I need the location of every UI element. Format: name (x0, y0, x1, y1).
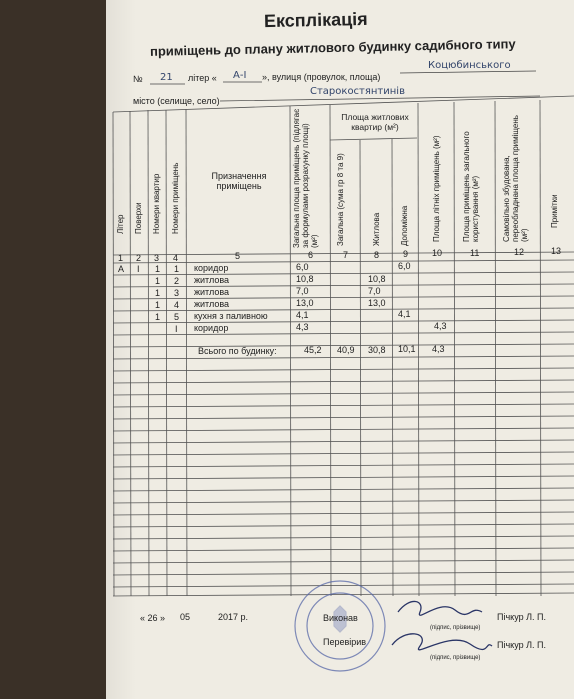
date-year: 2017 р. (218, 612, 249, 622)
col-number: 6 (308, 250, 314, 260)
liter-value: А-І (233, 70, 247, 81)
header-unauthorized: Самовільно збудована, переобладнана площа приміщень (м²) (502, 115, 529, 242)
col-number: 2 (136, 253, 142, 263)
cell-apartment: 1 (155, 276, 161, 286)
cell-living: 13,0 (368, 298, 386, 308)
cell-purpose: коридор (194, 263, 229, 273)
number-label: № (133, 74, 143, 84)
col-number: 7 (343, 250, 349, 260)
header-apartments: Номери квартир (152, 173, 161, 234)
cell-room: 4 (174, 300, 180, 310)
checked-label: Перевірив (323, 637, 367, 647)
totals-total-area: 45,2 (304, 345, 322, 355)
header-rooms: Номери приміщень (171, 162, 180, 234)
cell-auxiliary: 4,1 (398, 309, 411, 319)
cell-total-area: 7,0 (296, 286, 309, 296)
col-number: 11 (470, 248, 480, 258)
totals-auxiliary: 10,1 (398, 344, 416, 354)
header-liter: Літер (116, 214, 125, 234)
col-number: 12 (514, 247, 525, 257)
cell-apartment: 1 (155, 300, 161, 310)
checker-name: Пічкур Л. П. (497, 640, 546, 650)
performed-label: Виконав (323, 613, 358, 623)
cell-total-area: 4,1 (296, 310, 309, 320)
header-total-area: Загальна площа приміщень (підлягає за формулами розрахунку площі) (м²) (292, 108, 319, 248)
col-number: 9 (403, 249, 409, 259)
cell-purpose: кухня з паливною (194, 311, 268, 321)
cell-room: 5 (174, 312, 180, 322)
cell-total-area: 4,3 (296, 322, 309, 332)
header-purpose: Призначення приміщень (211, 171, 267, 191)
cell-apartment: 1 (155, 288, 161, 298)
signature-caption-1: (підпис, прізвище) (430, 625, 481, 631)
cell-living: 7,0 (368, 286, 381, 296)
cell-purpose: житлова (194, 287, 230, 297)
number-value: 21 (160, 72, 173, 83)
totals-label: Всього по будинку: (198, 346, 277, 356)
cell-auxiliary: 6,0 (398, 261, 411, 271)
header-floors: Поверхи (134, 202, 143, 234)
cell-living: 10,8 (368, 274, 386, 284)
city-label: місто (селище, село) (133, 96, 220, 106)
cell-floor: І (137, 264, 140, 274)
date-day: « 26 » (140, 613, 166, 623)
col-number: 10 (432, 248, 443, 258)
cell-summer: 4,3 (434, 321, 447, 331)
col-number: 1 (118, 253, 124, 263)
street-label: », вулиця (провулок, площа) (262, 72, 381, 82)
totals-summer: 4,3 (432, 344, 445, 354)
cell-apartment: 1 (155, 312, 161, 322)
liter-label: літер « (188, 73, 217, 83)
cell-room: 1 (174, 264, 180, 274)
cell-purpose: коридор (194, 323, 229, 333)
cell-room: І (175, 324, 178, 334)
cell-purpose: житлова (194, 275, 230, 285)
cell-total-area: 13,0 (296, 298, 314, 308)
header-total-sum: Загальна (сума гр 8 та 9) (336, 153, 345, 246)
city-value: Старокостянтинів (310, 86, 405, 97)
col-number: 4 (173, 253, 179, 263)
col-number: 3 (154, 253, 160, 263)
cell-room: 3 (174, 288, 180, 298)
header-auxiliary: Допоміжна (400, 205, 409, 246)
header-common: Площа приміщень загального користування (м²) (462, 131, 480, 242)
cell-purpose: житлова (194, 299, 230, 309)
totals-total-sum: 40,9 (337, 345, 355, 355)
col-number: 8 (374, 250, 380, 260)
cell-total-area: 6,0 (296, 262, 309, 272)
document-title: Експлікація (263, 8, 368, 32)
cell-apartment: 1 (155, 264, 161, 274)
header-living-area-group: Площа житлових квартир (м²) (341, 112, 409, 132)
street-value: Коцюбинського (428, 60, 511, 71)
executor-name: Пічкур Л. П. (497, 612, 546, 622)
date-month: 05 (180, 612, 191, 622)
document-subtitle: приміщень до плану житлового будинку садибного типу (149, 36, 516, 59)
cell-room: 2 (174, 276, 180, 286)
header-living: Житлова (372, 212, 381, 246)
totals-living: 30,8 (368, 345, 386, 355)
header-notes: Примітки (550, 194, 559, 228)
col-number: 5 (235, 251, 241, 261)
header-summer: Площа літніх приміщень (м²) (432, 135, 441, 242)
col-number: 13 (551, 246, 562, 256)
cell-liter: А (118, 264, 125, 274)
cell-total-area: 10,8 (296, 274, 314, 284)
signature-caption-2: (підпис, прізвище) (430, 655, 481, 661)
